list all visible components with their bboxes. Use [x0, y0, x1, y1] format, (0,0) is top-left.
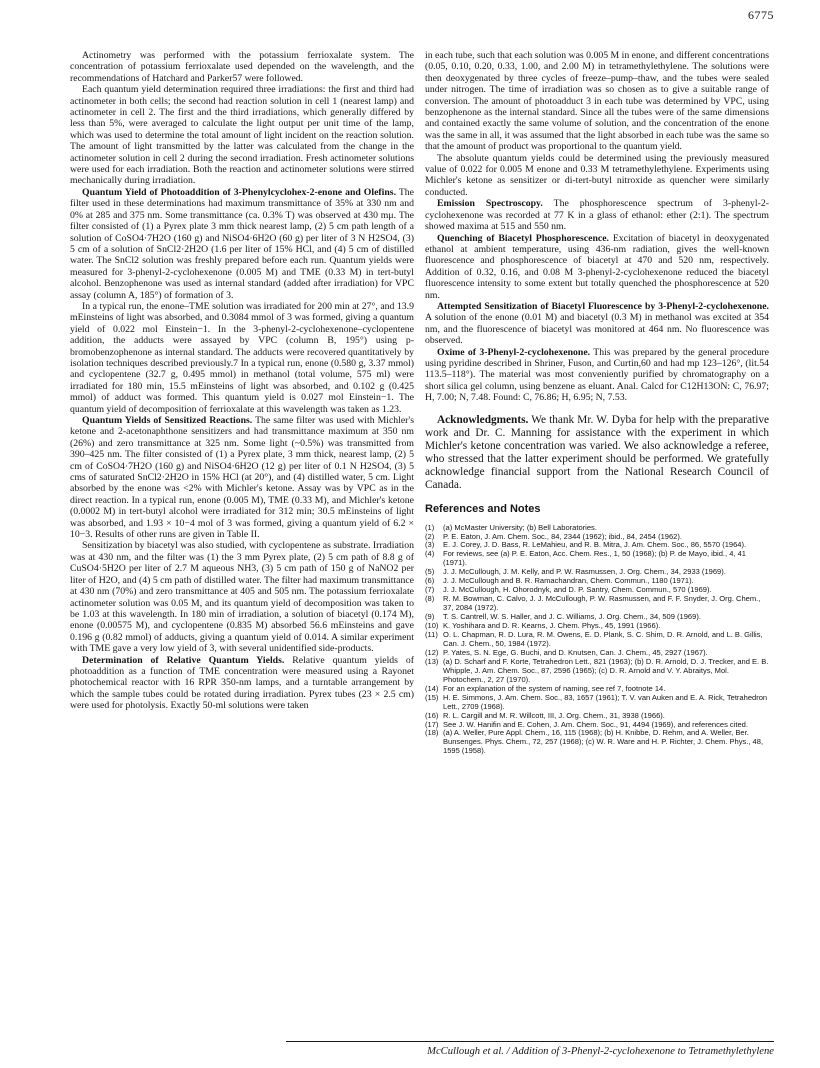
right-column [425, 50, 769, 756]
reference-item [425, 729, 769, 756]
references-title: References and Notes [425, 503, 541, 516]
paragraph [70, 540, 414, 654]
acknowledgments-text: We thank Mr. W. Dyba for help with the preparative work and Dr. C. Manning for assistance with the experiment in which Michler's ketone concentration was varied. We also acknowledge a referee, who stressed that the latter experiment should be performed. We gratefully acknowledge financial support from the National Research Council of Canada. [425, 413, 770, 492]
reference-item [425, 694, 769, 712]
reference-number: (16) [425, 710, 439, 720]
paragraph [70, 655, 414, 712]
reference-number: (18) [425, 728, 439, 738]
section-heading: Oxime of 3-Phenyl-2-cyclohexenone. [437, 346, 591, 358]
acknowledgments [425, 414, 769, 493]
paragraph-text: Sensitization by biacetyl was also studied, with cyclopentene as substrate. Irradiation was at 430 nm, and the filter was (1) the 3 mm Pyrex plate, (2) 5 cm path of 8.8 g of CuSO4·5H2O per liter of 2.7 M aqueous NH3, (3) 5 cm path of 150 g of NaNO2 per liter of H2O, and (4) 5 cm path of distilled water. The filter had maximum transmittance at 430 nm (70%) and zero transmittance at 405 and 505 nm. The potassium ferrioxalate actinometer solution was 0.05 M, and its quantum yield of decomposition was taken to be 1.03 at this wavelength. In 180 min of irradiation, a solution of biacetyl (0.174 M), enone (0.00575 M), and cyclopentene (0.835 M) absorbed 56.6 mEinsteins and gave 0.196 g (0.82 mmol) of adducts, giving a quantum yield of 0.014. A similar experiment with TME gave a very low yield of 3, with several unidentified side-products. [70, 540, 414, 655]
reference-number: (9) [425, 612, 435, 622]
reference-text: O. L. Chapman, R. D. Lura, R. M. Owens, E. D. Plank, S. C. Shim, D. R. Arnold, and L. B. Gillis, Can. J. Chem., 50, 1984 (1972). [443, 630, 763, 648]
paragraph-text: The absolute quantum yields could be determined using the previously measured value of 0.022 for 0.005 M enone and 0.33 M tetramethylethylene. Experiments using Michler's ketone as sensitizer or di-tert-butyl nitroxide as quencher were similarly conducted. [425, 152, 769, 198]
reference-item [425, 550, 769, 568]
paragraph-text: in each tube, such that each solution was 0.005 M in enone, and different concentrations (0.05, 0.10, 0.20, 0.33, 1.00, and 2.00 M) in tetramethylethylene. The solutions were then deoxygenated by three cycles of freeze–pump–thaw, and the tubes were sealed under nitrogen. The time of irradiation was so chosen as to give a suitable range of conversion. The amount of photoadduct 3 in each tube was determined by VPC, using benzophenone as the internal standard. Since all the tubes were of the same dimensions and contained exactly the same volume of solution, and the concentration of the enone was the same in all, it was assumed that the light absorbed in each tube was the same so that the amount of product was proportional to the quantum yield. [425, 50, 769, 153]
section-heading: Attempted Sensitization of Biacetyl Fluorescence by 3-Phenyl-2-cyclohexenone. [437, 300, 769, 312]
footer-rule [286, 1041, 774, 1042]
paragraph [70, 187, 414, 301]
right-paragraphs [425, 50, 769, 404]
reference-number: (1) [425, 522, 435, 532]
paragraph-text: Relative quantum yields of photoaddition as a function of TME concentration were measured using a Rayonet photochemical reactor with 16 RPR 350-nm lamps, and a turntable arrangement by which the sample tubes could be rotated during irradiation. Pyrex tubes (23 × 2.5 cm) were used for photolysis. Exactly 50-ml solutions were taken [70, 654, 415, 712]
reference-number: (15) [425, 692, 439, 702]
reference-number: (12) [425, 647, 439, 657]
section-heading: Determination of Relative Quantum Yields. [82, 654, 285, 666]
section-heading: Quantum Yields of Sensitized Reactions. [82, 415, 253, 426]
reference-number: (6) [425, 576, 435, 586]
reference-text: R. L. Cargill and M. R. Willcott, III, J. Org. Chem., 31, 3938 (1966). [443, 710, 665, 720]
reference-number: (5) [425, 567, 435, 577]
reference-item [425, 631, 769, 649]
reference-number: (8) [425, 594, 435, 604]
reference-number: (13) [425, 656, 439, 666]
paragraph [425, 301, 769, 347]
paragraph [425, 233, 769, 301]
paragraph [425, 153, 769, 199]
paragraph [70, 415, 414, 540]
references-list [425, 524, 769, 757]
reference-number: (4) [425, 549, 435, 559]
reference-number: (11) [425, 630, 438, 639]
reference-number: (14) [425, 683, 439, 693]
reference-text: For an explanation of the system of naming, see ref 7, footnote 14. [443, 683, 666, 693]
page-number: 6775 [748, 8, 774, 22]
paragraph-text: In a typical run, the enone–TME solution was irradiated for 200 min at 27°, and 13.9 mEinsteins of light was absorbed, and 0.3084 mmol of 3 was formed, giving a quantum yield of 0.022 mol Einstein−1. In the 3-phenyl-2-cyclohexenone–cyclopentene addition, the adducts were assayed by VPC (column B, 195°) using p-bromobenzophenone as internal standard. The adducts were recovered quantitatively by isolation techniques described previously.7 In a typical run, enone (0.580 g, 3.37 mmol) and cyclopentene (32.7 g, 0.495 mmol) in methanol (total volume, 575 ml) were irradiated for 180 min, 15.5 mEinsteins of light was absorbed, and 0.102 g (0.425 mmol) of adduct was formed. This quantum yield is 0.027 mol Einstein−1. The quantum yield of decomposition of ferrioxalate at this wavelength was taken as 1.23. [70, 300, 414, 415]
reference-number: (10) [425, 621, 439, 631]
reference-text: J. J. McCullough, J. M. Kelly, and P. W. Rasmussen, J. Org. Chem., 34, 2933 (1969). [443, 567, 726, 577]
reference-text: P. E. Eaton, J. Am. Chem. Soc., 84, 2344 (1962); ibid., 84, 2454 (1962). [443, 531, 682, 541]
paragraph [425, 347, 769, 404]
reference-text: K. Yoshihara and D. R. Kearns, J. Chem. Phys., 45, 1991 (1966). [443, 621, 661, 631]
reference-item [425, 595, 769, 613]
reference-number: (17) [425, 719, 439, 729]
paragraph-text: This was prepared by the general procedure using pyridine described in Shriner, Fuson, and Curtin,60 and had mp 123–126°, (lit.54 113.5–118°). The material was most conveniently purified by chromatography on a short silica gel column, using benzene as eluant. Anal. Calcd for C12H13ON: C, 76.97; H, 7.00; N, 7.48. Found: C, 76.86; H, 6.95; N, 7.53. [425, 346, 769, 404]
section-heading: Quantum Yield of Photoaddition of 3-Phenylcyclohex-2-enone and Olefins. [82, 186, 397, 198]
section-heading: Emission Spectroscopy. [437, 198, 543, 210]
reference-text: For reviews, see (a) P. E. Eaton, Acc. Chem. Res., 1, 50 (1968); (b) P. de Mayo, ibid., 4, 41 (1971). [443, 549, 746, 568]
reference-number: (2) [425, 531, 435, 541]
reference-text: J. J. McCullough, H. Ohorodnyk, and D. P. Santry, Chem. Commun., 570 (1969). [443, 585, 712, 595]
paragraph [70, 301, 414, 415]
running-footer: McCullough et al. / Addition of 3-Phenyl-2-cyclohexenone to Tetramethylethylene [427, 1046, 774, 1057]
paragraph [425, 198, 769, 232]
paragraph [70, 84, 414, 187]
reference-text: (a) A. Weller, Pure Appl. Chem., 16, 115 (1968); (b) H. Knibbe, D. Rehm, and A. Weller, Ber. Bunsenges. Phys. Chem., 72, 257 (1968); (c) W. R. Ware and H. P. Richter, J. Chem. Phys., 48, 1595 (1958). [443, 728, 764, 756]
paragraph-text: Actinometry was performed with the potassium ferrioxalate system. The concentration of potassium ferrioxalate used depended on the wavelength, and the recommendations of Hatchard and Parker57 were followed. [70, 50, 414, 84]
left-column [70, 50, 414, 712]
paragraph-text: A solution of the enone (0.01 M) and biacetyl (0.3 M) in methanol was excited at 354 nm, and the fluorescence of biacetyl was monitored at 464 nm. No fluorescence was observed. [425, 312, 769, 347]
paragraph-text: The same filter was used with Michler's ketone and 2-acetonaphthone sensitizers and had transmittance maximum at 350 nm (26%) and zero transmittance at 325 nm. Some light (~0.5%) was transmitted from 390–425 nm. The filter consisted of (1) a Pyrex plate, 3 mm thick, nearest lamp, (2) 5 cm of CoSO4·7H2O (160 g) and NiSO4·6H2O (12 g) per liter of 0.1 N H2SO4, (3) 5 cms of saturated SnCl2·2H2O in 15% HCl (at 20°), and (4) distilled water, 5 cm. Light absorbed by the enone was <2% with Michler's ketone. Assay was by VPC as in the direct reaction. In a typical run, enone (0.005 M), TME (0.33 M), and Michler's ketone (0.0002 M) in tert-butyl alcohol were irradiated for 312 min; 30.5 mEinsteins of light was absorbed, and 1.93 × 10−4 mol of 3 was formed, giving a quantum yield of 6.2 × 10−3. Results of other runs are given in Table II. [70, 415, 414, 541]
reference-text: P. Yates, S. N. Ege, G. Buchi, and D. Knutsen, Can. J. Chem., 45, 2927 (1967). [443, 647, 708, 657]
reference-text: H. E. Simmons, J. Am. Chem. Soc., 83, 1657 (1961); T. V. van Auken and E. A. Rick, Tetrahedron Lett., 2709 (1968). [443, 692, 768, 711]
paragraph-text: Each quantum yield determination required three irradiations: the first and third had actinometer in both cells; the second had reaction solution in cell 1 (nearest lamp) and actinometer in cell 2. The first and the third irradiations, which generally differed by less than 5%, were averaged to calculate the light output per unit time of the lamp, which was used to determine the total amount of light incident on the reaction solution. The amount of light transmitted by the latter was calculated from the change in the actinometer solution in cell 2 during the second irradiation. Fresh actinometer solutions were used for each irradiation. Both the reaction and actinometer solutions were stirred mechanically during irradiation. [70, 84, 414, 187]
reference-number: (7) [425, 585, 435, 595]
reference-text: J. J. McCullough and B. R. Ramachandran, Chem. Commun., 1180 (1971). [443, 576, 694, 586]
reference-text: R. M. Bowman, C. Calvo, J. J. McCullough, P. W. Rasmussen, and F. F. Snyder, J. Org. Chem., 37, 2084 (1972). [443, 594, 761, 613]
reference-text: See J. W. Hanifin and E. Cohen, J. Am. Chem. Soc., 91, 4494 (1969), and references cited. [443, 719, 748, 729]
section-heading: Quenching of Biacetyl Phosphorescence. [437, 232, 609, 244]
paragraph [70, 50, 414, 84]
paragraph [425, 50, 769, 153]
reference-number: (3) [425, 540, 435, 550]
acknowledgments-heading: Acknowledgments. [437, 413, 529, 426]
paragraph-text: The filter used in these determinations had maximum transmittance of 35% at 330 nm and 0% at 285 and 375 nm. Some transmittance (ca. 0.3% T) was observed at 430 mμ. The filter consisted of (1) a Pyrex plate 3 mm thick nearest lamp, (2) 5 cm path length of a solution of CoSO4·7H2O (160 g) and NiSO4·6H2O (60 g) per liter of 3 N H2SO4, (3) 5 cm of a solution of SnCl2·2H2O (1.6 per liter of 15% HCl, and (4) 5 cm of distilled water. The SnCl2 solution was freshly prepared before each run. Quantum yields were measured for 3-phenyl-2-cyclohexenone (0.005 M) and TME (0.33 M) in tert-butyl alcohol. Benzophenone was used as internal standard (added after irradiation) for VPC assay (column A, 185°) of formation of 3. [70, 186, 414, 301]
paragraph-text: The phosphorescence spectrum of 3-phenyl-2-cyclohexenone was recorded at 77 K in a glass of ethanol: ether (2:1). The spectrum showed maxima at 515 and 550 nm. [425, 198, 769, 233]
reference-text: T. S. Cantrell, W. S. Haller, and J. C. Williams, J. Org. Chem., 34, 509 (1969). [443, 612, 701, 622]
paragraph-text: Excitation of biacetyl in deoxygenated ethanol at ambient temperature, using 436-nm radiation, gives the well-known fluorescence and phosphorescence of biacetyl at 470 and 520 nm, respectively. Addition of 0.32, 0.16, and 0.08 M 3-phenyl-2-cyclohexenone reduced the biacetyl fluorescence intensity to some extent but totally quenched the phosphorescence at 520 nm. [425, 232, 770, 301]
reference-text: (a) McMaster University; (b) Bell Laboratories. [443, 522, 597, 532]
reference-text: (a) D. Scharf and F. Korte, Tetrahedron Lett., 821 (1963); (b) D. R. Arnold, D. J. Trecker, and E. B. Whipple, J. Am. Chem. Soc., 87, 2596 (1965); (c) D. R. Arnold and V. Y. Abraitys, Mol. Photochem., 2, 27 (1970). [443, 656, 769, 684]
reference-text: E. J. Corey, J. D. Bass, R. LeMahieu, and R. B. Mitra, J. Am. Chem. Soc., 86, 5570 (1964). [443, 540, 747, 550]
reference-item [425, 658, 769, 685]
